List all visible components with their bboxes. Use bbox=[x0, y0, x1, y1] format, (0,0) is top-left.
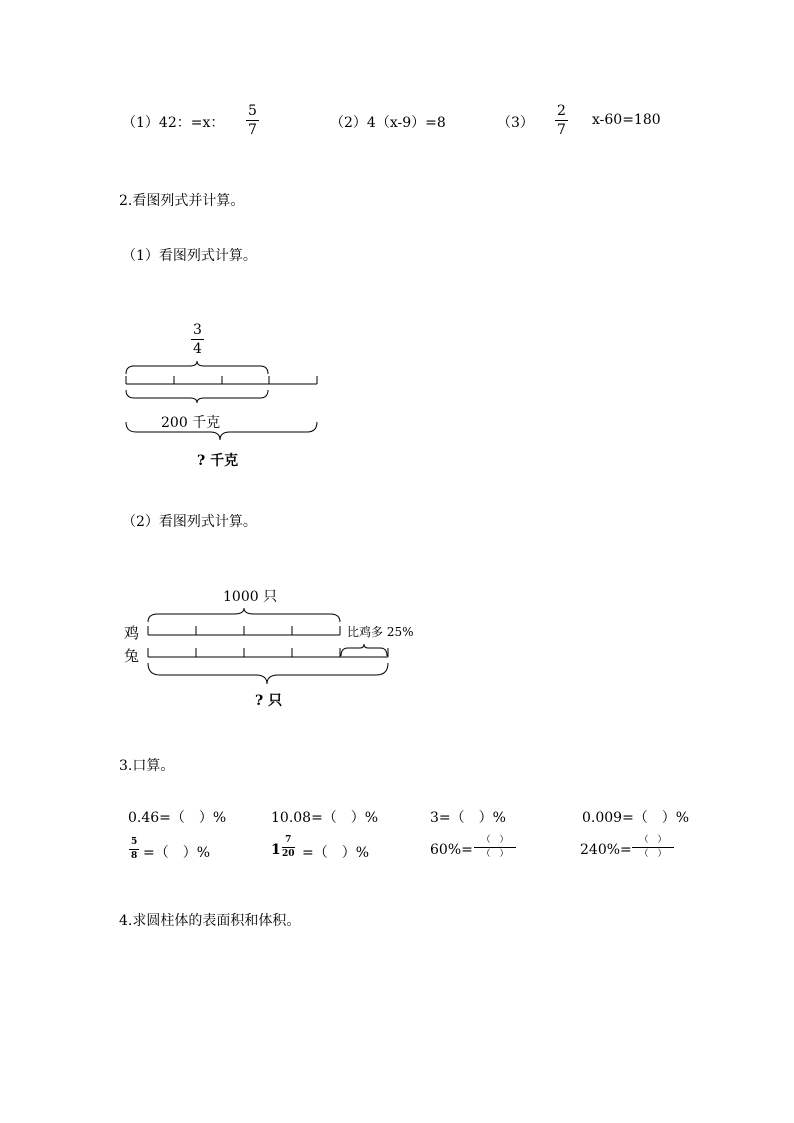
oral-item-prefix: 60%= bbox=[430, 842, 473, 858]
oral-item-rest: =（ ）% bbox=[143, 845, 211, 861]
mixed-number-whole: 1 bbox=[271, 842, 281, 858]
fraction-denominator: 7 bbox=[557, 122, 566, 138]
diagram-1-unknown-label: ? 千克 bbox=[197, 453, 239, 469]
equation-2: （2）4（x-9）=8 bbox=[330, 115, 446, 131]
blank-numerator: （ ） bbox=[481, 835, 509, 845]
diagram-2-row-1-label: 鸡 bbox=[124, 624, 140, 642]
blank-fraction bbox=[632, 836, 674, 859]
oral-item: 10.08=（ ）% bbox=[271, 810, 379, 826]
fraction-numerator: 5 bbox=[131, 837, 138, 847]
diagram-1-known-label: 200 千克 bbox=[161, 415, 221, 431]
oral-item: 3=（ ）% bbox=[430, 810, 506, 826]
blank-denominator: （ ） bbox=[481, 849, 509, 859]
oral-item: 0.46=（ ）% bbox=[128, 810, 227, 826]
equation-3-suffix: x-60=180 bbox=[592, 112, 661, 128]
fraction-denominator: 8 bbox=[131, 851, 138, 861]
equation-3-prefix: （3） bbox=[497, 115, 534, 131]
equation-1-prefix: （1）42：=x： bbox=[122, 115, 225, 131]
diagram-2-bottom-brace bbox=[148, 663, 388, 684]
oral-fraction bbox=[129, 838, 139, 861]
section-3-title: 3.口算。 bbox=[119, 758, 175, 774]
fraction-denominator: 20 bbox=[282, 849, 295, 859]
oral-item-prefix: 240%= bbox=[580, 842, 632, 858]
diagram-2-row-2-label: 兔 bbox=[124, 647, 140, 665]
section-4-title: 4.求圆柱体的表面积和体积。 bbox=[119, 913, 301, 929]
oral-item: 0.009=（ ）% bbox=[582, 810, 690, 826]
diagram-2-extra-label: 比鸡多 25% bbox=[347, 625, 414, 639]
diagram-2-extra-brace bbox=[341, 644, 387, 656]
section-2-title: 2.看图列式并计算。 bbox=[119, 193, 245, 209]
fraction-numerator: 5 bbox=[248, 103, 257, 119]
section-2-sub-2: （2）看图列式计算。 bbox=[122, 514, 257, 530]
fraction-numerator: 3 bbox=[193, 322, 202, 338]
fraction-numerator: 2 bbox=[557, 103, 566, 119]
fraction-numerator: 7 bbox=[285, 835, 292, 845]
blank-denominator: （ ） bbox=[639, 849, 667, 859]
fraction-denominator: 4 bbox=[193, 341, 202, 357]
fraction-denominator: 7 bbox=[248, 122, 257, 138]
blank-fraction bbox=[474, 836, 516, 859]
oral-fraction bbox=[282, 836, 295, 859]
diagram-2-top-label: 1000 只 bbox=[223, 589, 278, 605]
diagram-2-top-brace bbox=[148, 608, 340, 622]
blank-numerator: （ ） bbox=[639, 835, 667, 845]
diagram-2-bottom-label: ? 只 bbox=[255, 693, 283, 709]
oral-item-rest: =（ ）% bbox=[302, 845, 370, 861]
section-2-sub-1: （1）看图列式计算。 bbox=[122, 248, 257, 264]
